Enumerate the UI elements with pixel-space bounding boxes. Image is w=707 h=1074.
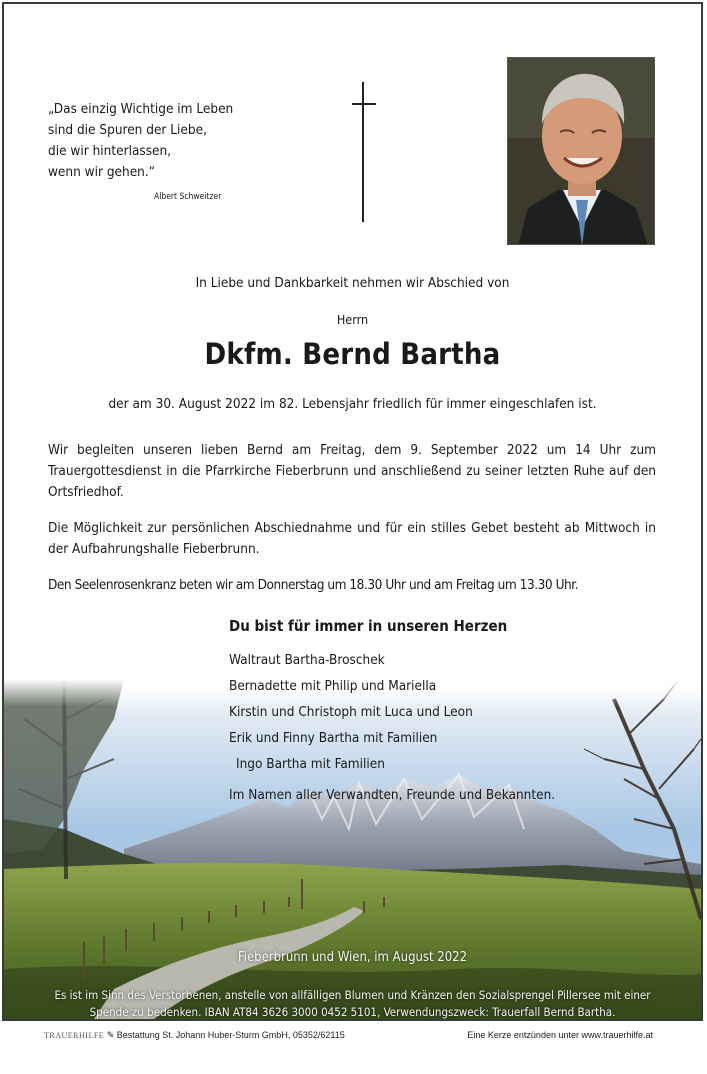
family-member: Bernadette mit Philip und Mariella bbox=[229, 678, 437, 694]
funeral-paragraph: Wir begleiten unseren lieben Bernd am Freitag, dem 9. September 2022 um 14 Uhr zum Trauergottesdienst in die Pfarrkirche Fieberbrunn und anschließend zu seiner letzten Ruhe auf den Ortsfriedhof. bbox=[48, 442, 656, 500]
portrait-photo bbox=[507, 57, 655, 245]
rosary-paragraph: Den Seelenrosenkranz beten wir am Donnerstag um 18.30 Uhr und am Freitag um 13.30 Uhr. bbox=[48, 577, 578, 593]
place-date: Fieberbrunn und Wien, im August 2022 bbox=[237, 950, 468, 965]
farewell-paragraph: Die Möglichkeit zur persönlichen Abschiednahme und für ein stilles Gebet besteht ab Mittwoch in der Aufbahrungshalle Fieberbrunn. bbox=[48, 520, 656, 557]
footer bbox=[0, 1024, 707, 1054]
quote-line: die wir hinterlassen, bbox=[48, 143, 172, 159]
company-info: Bestattung St. Johann Huber-Sturm GmbH, 05352/62115 bbox=[116, 1030, 345, 1040]
family-member: Kirstin und Christoph mit Luca und Leon bbox=[229, 704, 473, 720]
candle-link[interactable]: Eine Kerze entzünden unter www.trauerhilfe.at bbox=[467, 1030, 653, 1040]
brand-logo: TRAUERHILFE bbox=[44, 1031, 105, 1040]
relatives-line: Im Namen aller Verwandten, Freunde und Bekannten. bbox=[229, 787, 556, 803]
death-statement: der am 30. August 2022 im 82. Lebensjahr friedlich für immer eingeschlafen ist. bbox=[108, 396, 597, 412]
donation-note: Es ist im Sinn des Verstorbenen, anstelle von allfälligen Blumen und Kränzen den Sozialsprengel Pillersee mit einer Spende zu bedenken. IBAN AT84 3626 3000 0452 5101, Verwendungszweck: Trauerfall Bernd Bartha. bbox=[54, 988, 651, 1019]
quote-author: Albert Schweitzer bbox=[154, 192, 222, 202]
quote-line: sind die Spuren der Liebe, bbox=[48, 122, 207, 138]
quote bbox=[48, 99, 278, 183]
salutation: Herrn bbox=[336, 312, 369, 327]
quote-line: „Das einzig Wichtige im Leben bbox=[48, 101, 234, 117]
family-member: Ingo Bartha mit Familien bbox=[236, 756, 385, 772]
quote-line: wenn wir gehen.“ bbox=[48, 164, 156, 180]
intro-text: In Liebe und Dankbarkeit nehmen wir Abschied von bbox=[195, 275, 510, 291]
feather-icon: ✎ bbox=[106, 1030, 117, 1040]
family-list bbox=[229, 651, 473, 781]
deceased-name: Dkfm. Bernd Bartha bbox=[204, 337, 501, 371]
cross-icon-bar bbox=[352, 103, 376, 105]
family-member: Erik und Finny Bartha mit Familien bbox=[229, 730, 438, 746]
family-heading: Du bist für immer in unseren Herzen bbox=[229, 617, 508, 635]
family-member: Waltraut Bartha-Broschek bbox=[229, 652, 385, 668]
footer-company bbox=[44, 1030, 345, 1041]
obituary-card bbox=[2, 2, 703, 1021]
